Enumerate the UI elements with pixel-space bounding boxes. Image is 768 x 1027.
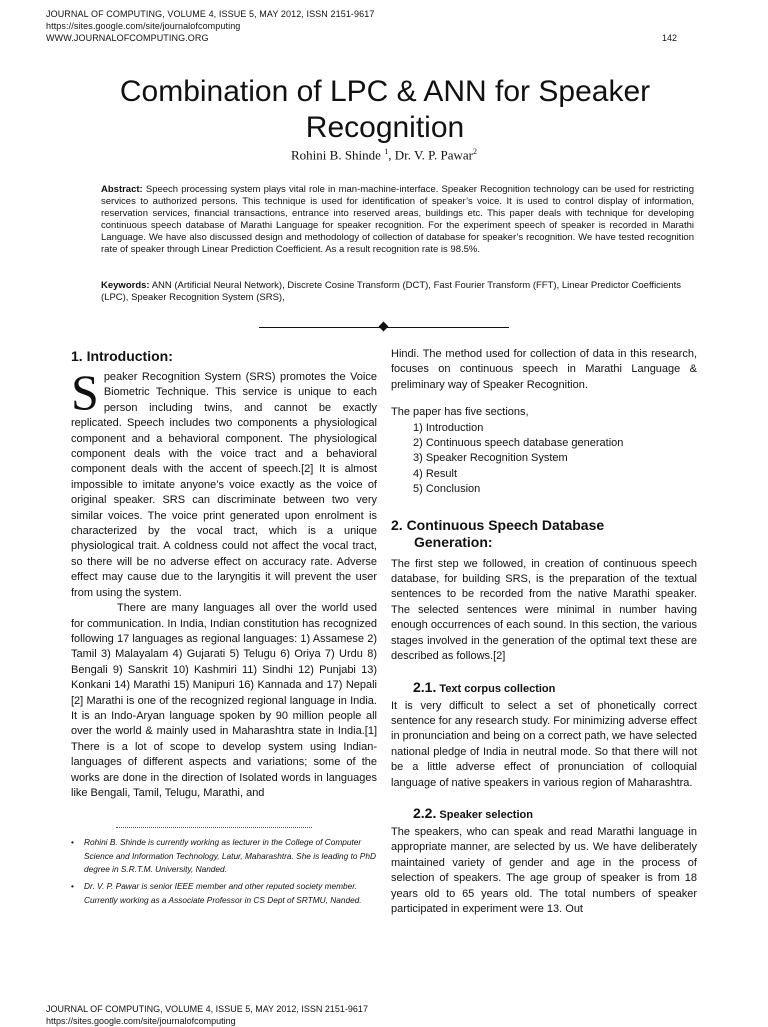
author-separator: ,: [388, 147, 395, 163]
footnotes: [71, 836, 381, 911]
footnote: [71, 836, 381, 877]
divider-diamond-icon: [379, 322, 389, 332]
list-item: 4) Result: [413, 467, 458, 480]
footnote-text: Rohini B. Shinde is currently working as lecturer in the College of Computer Science and Information Technology, Latur, Maharashtra. She is leading to PhD degree in S.R.T.M. University, Nanded.: [84, 837, 376, 875]
sections-intro: The paper has five sections,: [391, 406, 529, 419]
paper-title: Combination of LPC & ANN for Speaker Recognition: [119, 75, 651, 144]
footnote-rule: [116, 827, 312, 828]
keywords: [101, 280, 694, 304]
intro-heading: 1. Introduction:: [71, 348, 173, 364]
list-item: 2) Continuous speech database generation: [413, 437, 624, 450]
subsection-2-1-heading: [391, 679, 697, 698]
intro-paragraph-1-text: peaker Recognition System (SRS) promotes the Voice Biometric Technique. This service is unique to each person including twins, and cannot be exactly replicated. Speech includes two components a physiological component and a behavioral component. The physiological component deals with the voice tract and a behavioral component deals with the accent of speech.[2] It is almost impossible to imitate anyone’s voice exactly as the voice of original speaker. SRS can discriminate between two very similar voices. The voice print generated upon enrolment is characterized by the vocal tract, which is a unique physiological trait. A coldness could not affect the vocal tract, so there will be no adverse effect on accuracy rate. Adverse effect may cause due to the laryngitis it will prevent the user from using the system.: [71, 371, 377, 599]
footnote: [71, 880, 381, 907]
intro-paragraph-1: [71, 364, 377, 601]
subsection-number: 2.1.: [413, 678, 437, 695]
author-1-affiliation-mark: 1: [384, 147, 389, 156]
journal-website: WWW.JOURNALOFCOMPUTING.ORG: [46, 33, 209, 43]
subsection-2-2-paragraph: The speakers, who can speak and read Marathi language in appropriate manner, are selected by us. We have deliberately maintained variety of gender and age in the process of selection of speakers. The age group of speaker is from 18 years old to 65 years old. The total numbers of speaker participated in experiment were 13. Out: [391, 825, 697, 915]
footnote-text: Dr. V. P. Pawar is senior IEEE member and other reputed society member. Currently working as a Associate Professor in CS Dept of SRTMU, Nanded.: [84, 881, 362, 905]
subsection-title: Text corpus collection: [436, 682, 556, 695]
abstract: [101, 184, 694, 256]
abstract-label: Abstract:: [101, 184, 143, 195]
section-2-paragraph: The first step we followed, in creation of continuous speech database, for building SRS, is the preparation of the textual sentences to be recorded from the native Marathi speaker. The selected sentences were minimal in number having enough occurrences of each sound. In this section, the various stages involved in the generation of the optimal text these are described as follows.[2]: [391, 557, 697, 663]
list-item: 3) Speaker Recognition System: [413, 452, 568, 465]
intro-paragraph-3: Hindi. The method used for collection of data in this research, focuses on continuous speech in Marathi Language & preliminary way of Speaker Recognition.: [391, 348, 697, 391]
left-column: [71, 348, 377, 801]
abstract-text: Speech processing system plays vital role in man-machine-interface. Speaker Recognition technology can be used for restricting services to authorized persons. This technique is used for identification of speaker’s voice. It is used to control display of information, reservation services, financial transactions, entrance into reserved areas, buildings etc. This paper deals with technique for developing continuous speech database of Marathi Language for speaker recognition. For the experiment speech of speaker is recorded in Marathi Language. We have also discussed design and methodology of collection of database for speaker’s recognition. We have tested recognition rate of speaker through Linear Prediction Coefficient. As a result recognition rate is 98.5%.: [101, 184, 694, 255]
subsection-number: 2.2.: [413, 804, 437, 821]
sections-list: [391, 421, 697, 498]
author-line: [0, 147, 768, 163]
author-2-affiliation-mark: 2: [472, 147, 477, 156]
drop-cap: S: [71, 364, 99, 420]
intro-paragraph-2: There are many languages all over the world used for communication. In India, Indian constitution has recognized following 17 languages as regional languages: 1) Assamese 2) Tamil 3) Malayalam 4) Gujarati 5) Telugu 6) Oriya 7) Urdu 8) Bengali 9) Sanskrit 10) Kashmiri 11) Sindhi 12) Punjabi 13) Konkani 14) Marathi 15) Manipuri 16) Kannada and 17) Nepali [2] Marathi is one of the recognized regional language in India. It is an Indo-Aryan language spoken by 90 million people all over the world & mainly used in Maharashtra state in India.[1] There is a lot of scope to develop system using Indian-languages of different aspects and variations; some of the works are done in the direction of Isolated words in languages like Bengali, Tamil, Telugu, Marathi, and: [71, 602, 377, 799]
section-2-heading-line-2: Generation:: [414, 533, 493, 550]
footer-journal-line: JOURNAL OF COMPUTING, VOLUME 4, ISSUE 5, MAY 2012, ISSN 2151-9617: [46, 1004, 368, 1014]
footnote-bullet-icon: •: [71, 881, 74, 892]
section-2-heading-line-1: 2. Continuous Speech Database: [391, 516, 605, 533]
footer-url: https://sites.google.com/site/journalofcomputing: [46, 1016, 236, 1026]
journal-header-line: JOURNAL OF COMPUTING, VOLUME 4, ISSUE 5, MAY 2012, ISSN 2151-9617: [46, 9, 375, 19]
journal-url: https://sites.google.com/site/journalofcomputing: [46, 21, 241, 31]
author-2: Dr. V. P. Pawar: [394, 147, 473, 163]
section-2-heading: [391, 517, 697, 551]
subsection-2-2-heading: [391, 805, 697, 824]
keywords-label: Keywords:: [101, 280, 150, 291]
page-number: 142: [662, 33, 678, 43]
subsection-2-1-paragraph: It is very difficult to select a set of phonetically correct sentence for any research study. For minimizing adverse effect in pronunciation and being on a correct path, we have selected national pledge of India in neutral mode. So that there will not be a little adverse effect of pronunciation of colloquial language of native speakers in various region of Maharashtra.: [391, 699, 697, 789]
keywords-text: ANN (Artificial Neural Network), Discrete Cosine Transform (DCT), Fast Fourier Transform (FFT), Linear Predictor Coefficients (LPC), Speaker Recognition System (SRS),: [101, 280, 681, 303]
list-item: 5) Conclusion: [413, 483, 481, 496]
right-column: [391, 347, 697, 917]
footnote-bullet-icon: •: [71, 837, 74, 847]
author-1: Rohini B. Shinde: [291, 147, 381, 163]
subsection-title: Speaker selection: [436, 808, 533, 821]
list-item: 1) Introduction: [413, 421, 484, 434]
